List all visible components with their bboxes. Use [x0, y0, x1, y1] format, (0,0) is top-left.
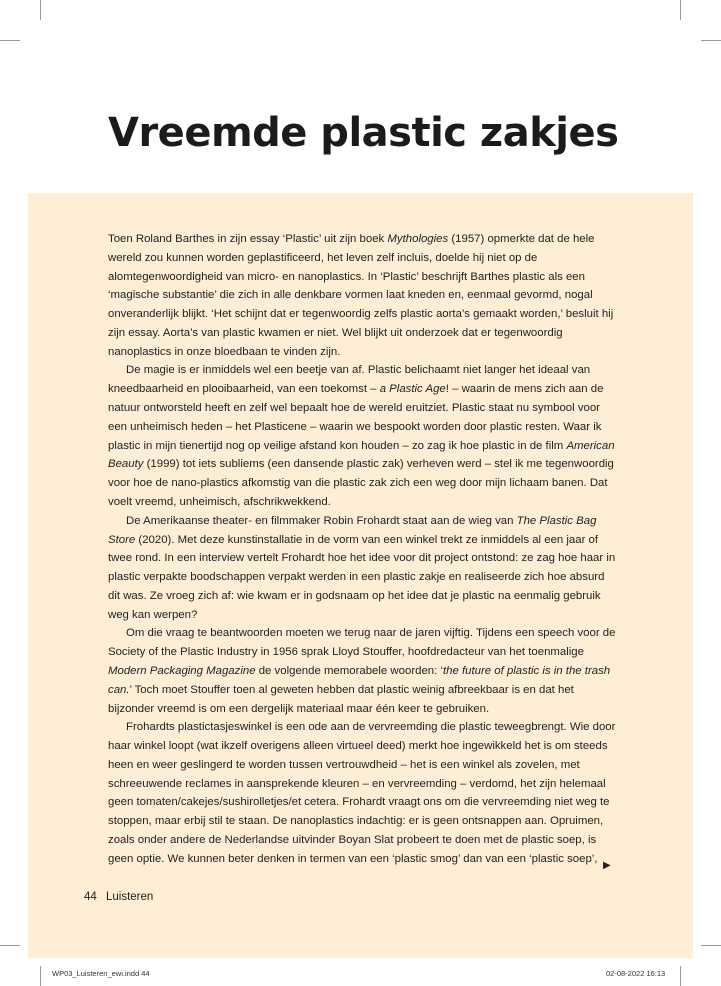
section-name: Luisteren — [106, 891, 154, 903]
text-run: De Amerikaanse theater- en filmmaker Robin Frohardt staat aan de wieg van — [126, 514, 517, 527]
crop-mark — [0, 40, 20, 41]
paragraph — [108, 361, 618, 511]
continue-arrow-icon: ▶ — [603, 860, 611, 871]
text-run: Frohardts plastictasjeswinkel is een ode aan de vervreemding die plastic teweegbrengt. Wie door haar winkel loopt (wat ikzelf overigens alleen virtueel deed) merkt hoe ingewikkeld het is om steeds heen en weer geslingerd te worden tussen vertrouwdheid – het is een winkel als zovelen, met schreeuwende reclames in aansprekende kleuren – en vervreemding – verdomd, het zijn helemaal geen tomaten/cakejes/sushirolletjes/et cetera. Frohardt vraagt ons om die vervreemding niet weg te stoppen, maar erbij stil te staan. De nanoplastics indachtig: er is geen ontsnappen aan. Opruimen, zoals onder andere de Nederlandse uitvinder Boyan Slat probeert te doen met de plastic soep, is geen optie. We kunnen beter denken in termen van een ‘plastic smog’ dan van een ‘plastic soep’, — [108, 721, 616, 865]
slug-filename: WP03_Luisteren_ewi.indd 44 — [52, 969, 150, 978]
italic-text: American Beauty — [108, 439, 615, 471]
crop-mark — [0, 945, 20, 946]
crop-mark — [701, 40, 721, 41]
page-footer — [84, 891, 153, 903]
text-run: ’ Toch moet Stouffer toen al geweten hebben dat plastic weinig afbreekbaar is en dat het bijzonder vreemd is om een dergelijk materiaal maar één keer te gebruiken. — [108, 683, 574, 715]
crop-mark — [680, 0, 681, 20]
paragraph — [108, 718, 618, 868]
page-title: Vreemde plastic zakjes — [108, 110, 619, 156]
text-run: (2020). Met deze kunstinstallatie in de vorm van een winkel trekt ze inmiddels al een jaar of twee rond. In een interview vertelt Frohardt hoe het idee voor dit project ontstond: ze zag hoe haar in plastic verpakte boodschappen verpakt werden in een plastic zakje en realiseerde zich hoe absurd dit was. Ze vroeg zich af: wie kwam er in godsnaam op het idee dat je plastic na eenmalig gebruik weg kan werpen? — [108, 533, 616, 621]
paragraph — [108, 512, 618, 625]
article-body — [108, 230, 618, 869]
crop-mark — [680, 966, 681, 986]
crop-mark — [40, 0, 41, 20]
slug-datetime: 02-08-2022 16:13 — [606, 969, 666, 978]
paragraph — [108, 230, 618, 361]
page-number: 44 — [84, 891, 97, 903]
text-run: ! – waarin de mens zich aan de natuur ontworsteld heeft en zelf wel bepaalt hoe de wereld eruitziet. Plastic staat nu symbool voor een unheimisch heden – het Plasticene – waarin we bespookt worden door plastic resten. Waar ik plastic in mijn tienertijd nog op veilige afstand kon houden – zo zag ik hoe plastic in de film — [108, 383, 604, 452]
text-run: Om die vraag te beantwoorden moeten we terug naar de jaren vijftig. Tijdens een speech voor de Society of the Plastic Industry in 1956 sprak Lloyd Stouffer, hoofdredacteur van het toenmalige — [108, 627, 616, 659]
text-run: (1999) tot iets subliems (een dansende plastic zak) verheven werd – stel ik me tegenwoordig voor hoe de nano-plastics afkomstig van die plastic zak zich een weg door mijn lichaam banen. Dat voelt vreemd, unheimisch, afschrikwekkend. — [108, 458, 614, 508]
text-run: (1957) opmerkte dat de hele wereld zou kunnen worden geplastificeerd, het leven zelf incluis, doelde hij niet op de alomtegenwoordigheid van micro- en nanoplastics. In ‘Plastic’ beschrijft Barthes plastic als een ‘magische substantie’ die zich in alle denkbare vormen laat kneden en, eenmaal gevormd, nogal onveranderlijk blijkt. ‘Het schijnt dat er tegenwoordig zelfs plastic aorta’s gemaakt worden,’ besluit hij zijn essay. Aorta’s van plastic kwamen er niet. Wel blijkt uit onderzoek dat er tegenwoordig nanoplastics in onze bloedbaan te vinden zijn. — [108, 233, 614, 358]
text-run: de volgende memorabele woorden: ‘ — [255, 664, 443, 677]
crop-mark — [701, 945, 721, 946]
text-run: Toen Roland Barthes in zijn essay ‘Plastic’ uit zijn boek — [108, 233, 388, 245]
italic-text: a Plastic Age — [379, 383, 446, 396]
paragraph — [108, 624, 618, 718]
italic-text: Modern Packaging Magazine — [108, 664, 256, 677]
italic-text: the future of plastic is in the trash can. — [108, 664, 611, 696]
text-run: De magie is er inmiddels wel een beetje van af. Plastic belichaamt niet langer het ideaal van kneedbaarheid en plooibaarheid, van een toekomst – — [108, 364, 591, 396]
italic-text: Mythologies — [387, 233, 449, 245]
italic-text: The Plastic Bag Store — [108, 514, 597, 546]
crop-mark — [40, 966, 41, 986]
